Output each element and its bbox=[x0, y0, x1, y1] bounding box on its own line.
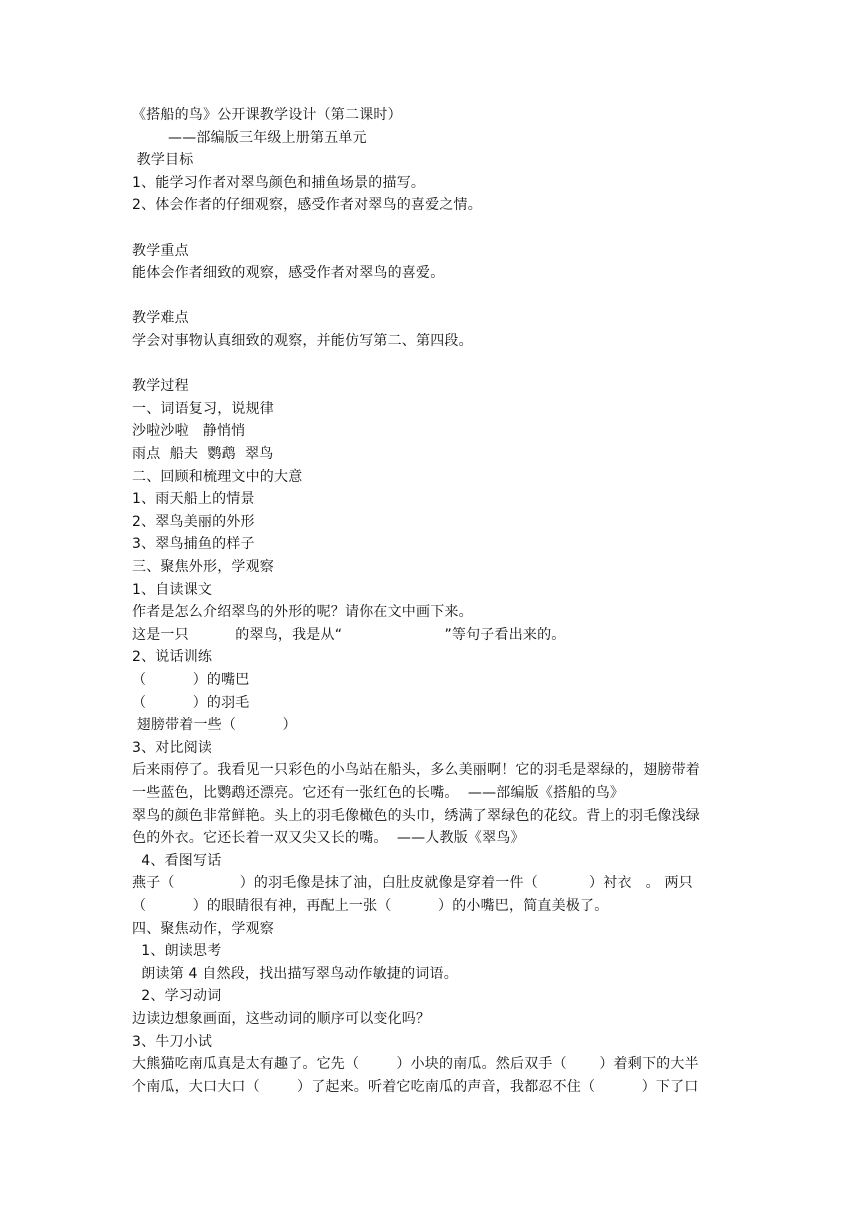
text-line: 三、聚焦外形，学观察 bbox=[132, 559, 274, 575]
text-line: 4、看图写话 bbox=[132, 852, 222, 869]
document-subtitle: ——部编版三年级上册第五单元 bbox=[168, 129, 367, 146]
text-line: 能体会作者细致的观察，感受作者对翠鸟的喜爱。 bbox=[132, 265, 445, 282]
text-line: 大熊猫吃南瓜真是太有趣了。它先（ ）小块的南瓜。然后双手（ ）着剩下的大半 bbox=[132, 1056, 699, 1073]
text-line: 这是一只 的翠鸟，我是从“ ”等句子看出来的。 bbox=[132, 626, 566, 643]
text-line: 1、能学习作者对翠鸟颜色和捕鱼场景的描写。 bbox=[132, 174, 426, 191]
text-line: 沙啦沙啦 静悄悄 bbox=[132, 423, 246, 440]
text-line: （ ）的眼睛很有神，再配上一张（ ）的小嘴巴，简直美极了。 bbox=[132, 898, 609, 914]
text-line: 学会对事物认真细致的观察，并能仿写第二、第四段。 bbox=[132, 333, 473, 349]
text-line: 色的外衣。它还长着一双又尖又长的嘴。 ——人教版《翠鸟》 bbox=[132, 830, 525, 847]
text-line: 3、翠鸟捕鱼的样子 bbox=[132, 536, 255, 553]
document-title: 《搭船的鸟》公开课教学设计（第二课时） bbox=[132, 107, 402, 123]
text-line: 1、雨天船上的情景 bbox=[132, 491, 255, 508]
text-line: 教学难点 bbox=[132, 310, 189, 327]
text-line: 1、朗读思考 bbox=[132, 943, 222, 960]
text-line: 2、翠鸟美丽的外形 bbox=[132, 513, 255, 530]
text-line: 教学重点 bbox=[132, 242, 189, 259]
text-line: 1、自读课文 bbox=[132, 581, 213, 598]
text-line: 翠鸟的颜色非常鲜艳。头上的羽毛像橄色的头巾，绣满了翠绿色的花纹。背上的羽毛像浅绿 bbox=[132, 807, 700, 824]
text-line: 一些蓝色，比鹦鹉还漂亮。它还有一张红色的长嘴。 ——部编版《搭船的鸟》 bbox=[132, 785, 625, 801]
text-line: 教学过程 bbox=[132, 378, 189, 395]
text-line: 雨点 船夫 鹦鹉 翠鸟 bbox=[132, 446, 274, 462]
text-line: 2、学习动词 bbox=[132, 988, 222, 1005]
text-line: 朗读第 4 自然段，找出描写翠鸟动作敏捷的词语。 bbox=[132, 965, 458, 982]
text-line: 2、说话训练 bbox=[132, 649, 213, 666]
text-line: 作者是怎么介绍翠鸟的外形的呢？请你在文中画下来。 bbox=[132, 604, 473, 621]
text-line: 教学目标 bbox=[132, 152, 194, 169]
text-line: 3、牛刀小试 bbox=[132, 1033, 213, 1050]
text-line: 翅膀带着一些（ ） bbox=[132, 717, 297, 734]
text-line: 一、词语复习，说规律 bbox=[132, 400, 274, 417]
text-line: 后来雨停了。我看见一只彩色的小鸟站在船头，多么美丽啊！它的羽毛是翠绿的，翅膀带着 bbox=[132, 762, 700, 779]
text-line: 个南瓜，大口大口（ ）了起来。听着它吃南瓜的声音，我都忍不住（ ）下了口 bbox=[132, 1078, 699, 1095]
text-line: 二、回顾和梳理文中的大意 bbox=[132, 468, 303, 485]
text-line: （ ）的羽毛 bbox=[132, 694, 250, 711]
text-line: 2、体会作者的仔细观察，感受作者对翠鸟的喜爱之情。 bbox=[132, 197, 482, 214]
text-line: （ ）的嘴巴 bbox=[132, 672, 250, 688]
text-line: 四、聚焦动作，学观察 bbox=[132, 920, 274, 937]
text-line: 边读边想象画面，这些动词的顺序可以变化吗？ bbox=[132, 1011, 431, 1027]
text-line: 燕子（ ）的羽毛像是抹了油，白肚皮就像是穿着一件（ ）衬衣 。 两只 bbox=[132, 875, 693, 892]
text-line: 3、对比阅读 bbox=[132, 739, 213, 756]
